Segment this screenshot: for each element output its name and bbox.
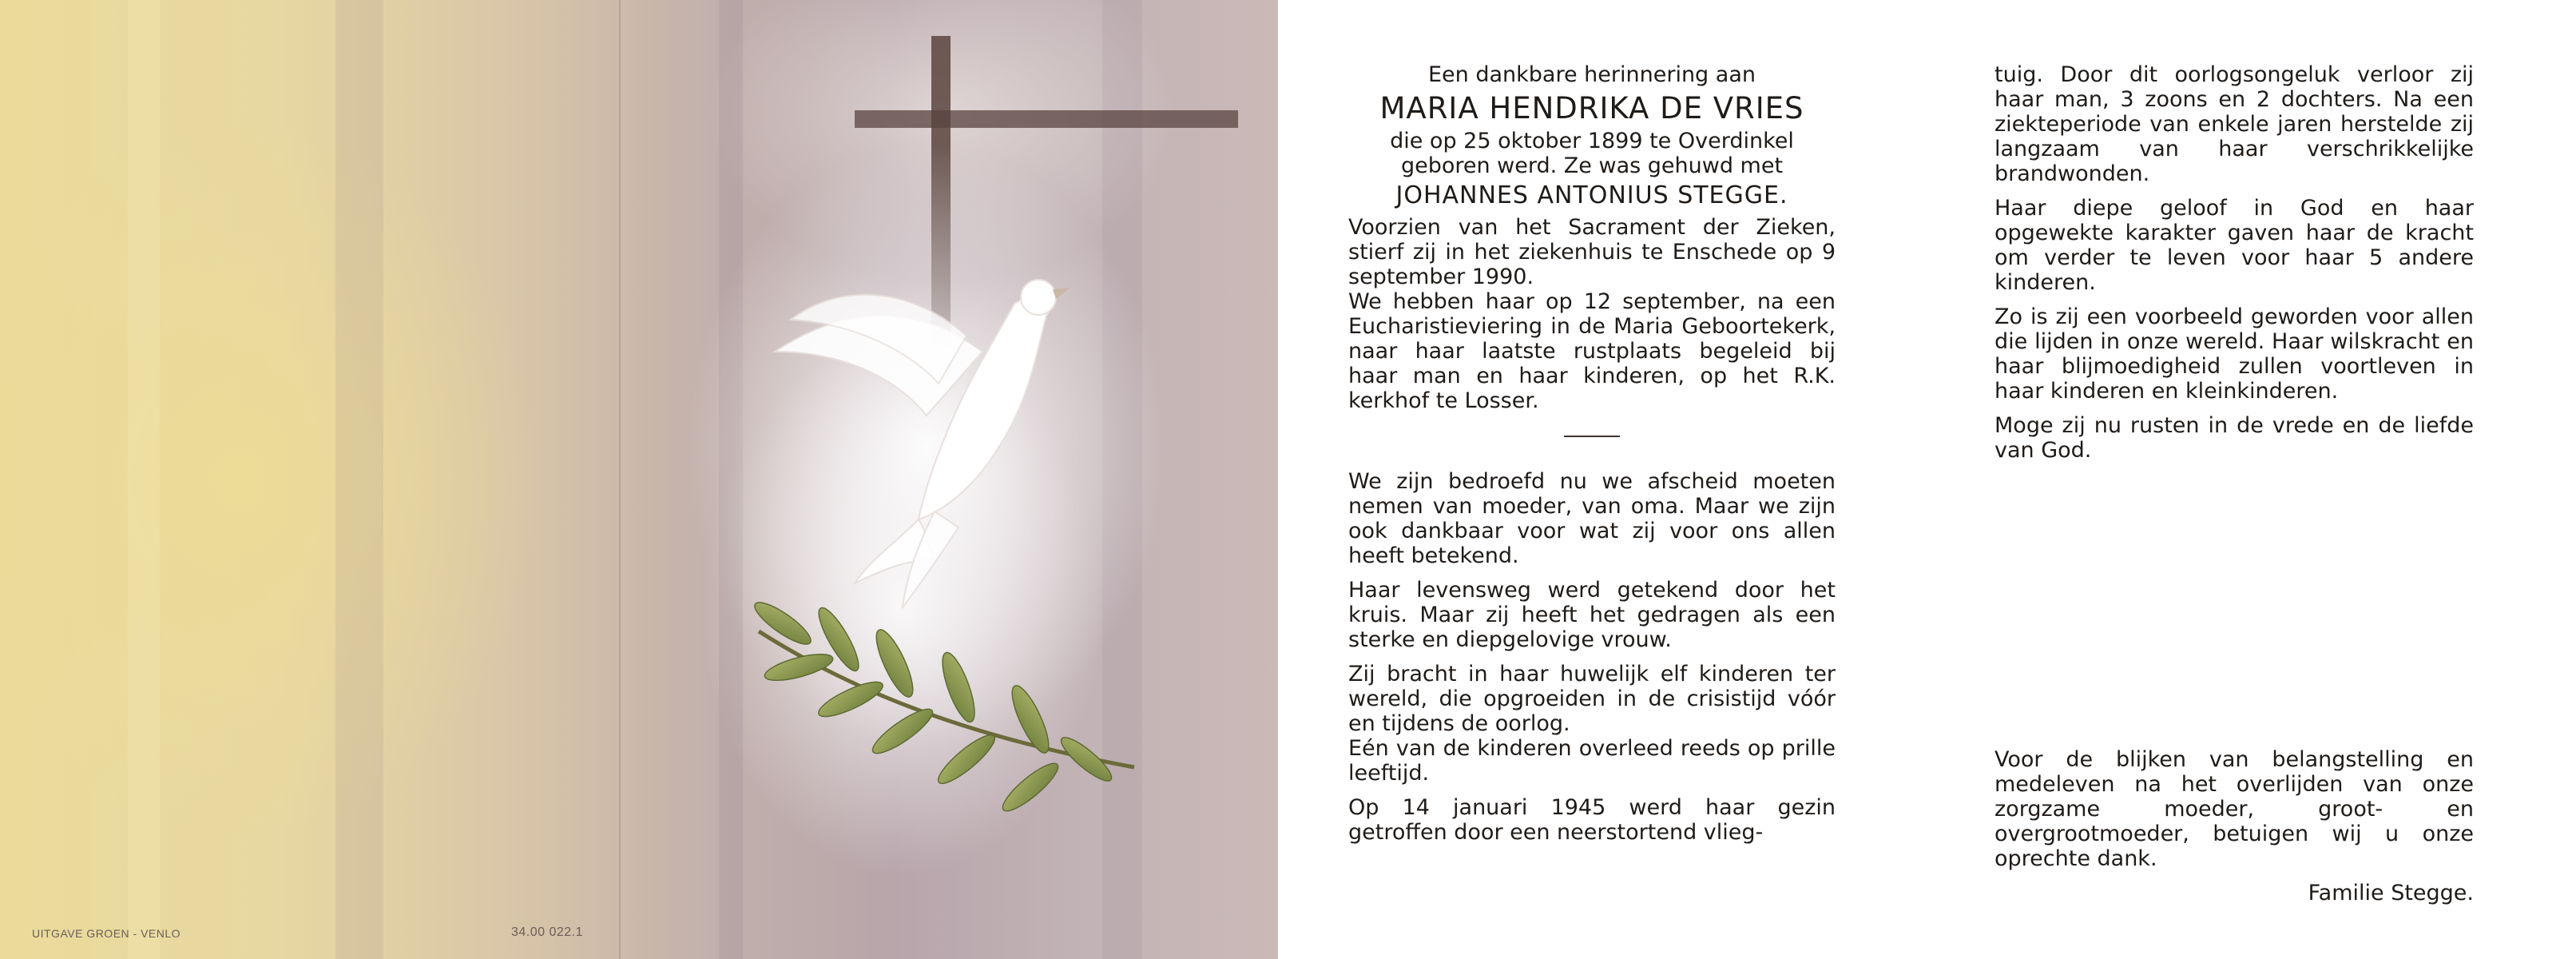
- intro-line: Een dankbare herinnering aan: [1428, 62, 1756, 87]
- fold-line: [619, 0, 621, 959]
- artwork-illustration: [0, 0, 1278, 959]
- paragraph-child-died: Eén van de kinderen overleed reeds op prille leeftijd.: [1348, 736, 1836, 786]
- glow: [687, 144, 1166, 751]
- deceased-name: MARIA HENDRIKA DE VRIES: [1379, 91, 1804, 125]
- artwork-panel: [0, 0, 1278, 959]
- birth-line-2: geboren werd. Ze was gehuwd met: [1400, 153, 1784, 178]
- paragraph-faith: Haar diepe geloof in God en haar opgewekte karakter gaven haar de kracht om verder te leven voor haar 5 andere kinderen.: [1995, 196, 2474, 295]
- paragraph-farewell: We zijn bedroefd nu we afscheid moeten nemen van moeder, van oma. Maar we zijn ook dankbaar voor wat zij voor ons allen heeft betekend.: [1348, 469, 1836, 568]
- publisher-imprint: UITGAVE GROEN - VENLO: [32, 927, 181, 940]
- family-signature: Familie Stegge.: [2308, 881, 2474, 905]
- paragraph-cross: Haar levensweg werd getekend door het kruis. Maar zij heeft het gedragen als een sterke en diepgelovige vrouw.: [1348, 578, 1836, 652]
- thanks-block: [1995, 747, 2474, 905]
- paragraph-1945-start: Op 14 januari 1945 werd haar gezin getroffen door een neerstortend vlieg-: [1348, 795, 1836, 845]
- birth-line-1: die op 25 oktober 1899 te Overdinkel: [1390, 129, 1794, 153]
- paragraph-children: Zij bracht in haar huwelijk elf kinderen ter wereld, die opgroeiden in de crisistijd vóór en tijdens de oorlog.: [1348, 662, 1836, 736]
- paragraph-thanks: Voor de blijken van belangstelling en medeleven na het overlijden van onze zorgzame moeder, groot- en overgrootmoeder, betuigen wij u onze oprechte dank.: [1995, 747, 2474, 871]
- paragraph-1945-end: tuig. Door dit oorlogsongeluk verloor zij haar man, 3 zoons en 2 dochters. Na een ziekteperiode van enkele jaren herstelde zij langzaam van haar verschrikkelijke brandwonden.: [1995, 62, 2474, 186]
- catalog-number: 34.00 022.1: [511, 925, 584, 939]
- paragraph-example: Zo is zij een voorbeeld geworden voor allen die lijden in onze wereld. Haar wilskracht en haar blijmoedigheid zullen voortleven in haar kinderen en kleinkinderen.: [1995, 304, 2474, 404]
- paragraph-burial: We hebben haar op 12 september, na een Eucharistieviering in de Maria Geboortekerk, naar haar laatste rustplaats begeleid bij haar man en haar kinderen, op het R.K. kerkhof te Losser.: [1348, 289, 1836, 413]
- divider: [1564, 436, 1620, 437]
- text-column-right: [1995, 62, 2474, 463]
- paragraph-sacrament: Voorzien van het Sacrament der Zieken, stierf zij in het ziekenhuis te Enschede op 9 september 1990.: [1348, 215, 1836, 289]
- spouse-name: JOHANNES ANTONIUS STEGGE.: [1395, 181, 1788, 209]
- paragraph-rest: Moge zij nu rusten in de vrede en de liefde van God.: [1995, 413, 2474, 463]
- text-column-left: [1348, 62, 1836, 845]
